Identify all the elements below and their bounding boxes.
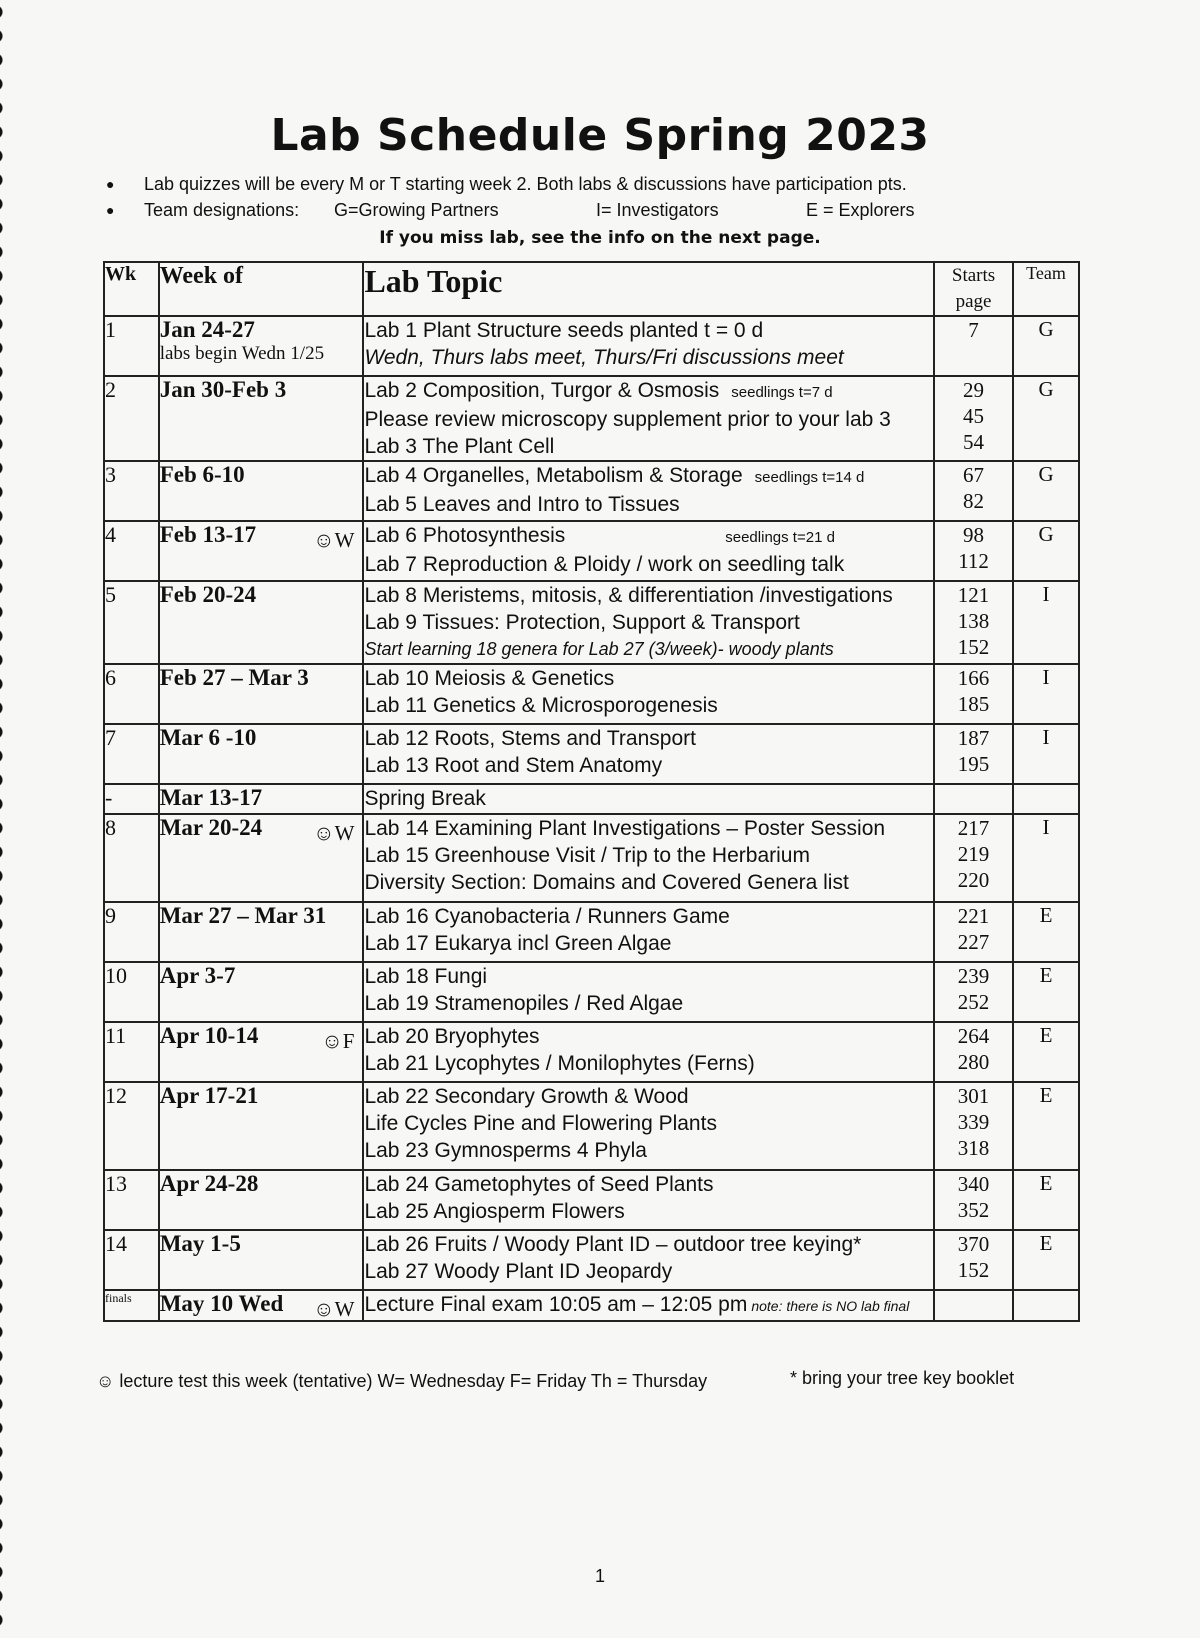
topic-line: [364, 725, 933, 752]
page-number-item: 195: [957, 752, 990, 776]
week-dates: May 10 Wed: [159, 1291, 284, 1316]
miss-lab-note: If you miss lab, see the info on the next page.: [379, 228, 821, 248]
topic-line: [364, 990, 933, 1017]
table-row: [104, 784, 1079, 814]
week-dates: Feb 6-10: [159, 462, 245, 487]
topic-text: Lab 6 Photosynthesis: [364, 524, 566, 547]
page-number-item: 138: [957, 609, 990, 633]
week-dates: Apr 24-28: [159, 1171, 259, 1196]
topic-line: [364, 963, 933, 990]
table-row: [104, 1170, 1079, 1230]
topic-text: Life Cycles Pine and Flowering Plants: [364, 1112, 717, 1135]
cell-topic: [363, 521, 934, 581]
week-dates: Feb 20-24: [159, 582, 257, 607]
topic-line: [364, 869, 933, 896]
topic-line: [364, 665, 933, 692]
notes-list: [106, 171, 1106, 223]
col-header-page: Starts page: [934, 262, 1013, 316]
cell-topic: [363, 316, 934, 376]
cell-page: [934, 664, 1013, 724]
page-number-item: 67: [963, 463, 985, 487]
week-dates: Apr 3-7: [159, 963, 236, 988]
cell-wk: 9: [104, 902, 159, 962]
topic-line: [364, 692, 933, 719]
cell-week: [159, 581, 364, 664]
topic-line: [364, 903, 933, 930]
page-number-item: 339: [957, 1110, 990, 1134]
cell-page: [934, 814, 1013, 902]
table-row: [104, 581, 1079, 664]
topic-text: Lab 20 Bryophytes: [364, 1025, 540, 1048]
cell-wk: 8: [104, 814, 159, 902]
cell-wk: 5: [104, 581, 159, 664]
note-text: Lab quizzes will be every M or T starting week 2. Both labs & discussions have participation pts.: [144, 173, 907, 194]
cell-page: [934, 1170, 1013, 1230]
page-number-item: 220: [957, 868, 990, 892]
col-header-wk: Wk: [104, 262, 159, 316]
topic-text: Spring Break: [364, 787, 486, 810]
cell-wk: 14: [104, 1230, 159, 1290]
seedling-note: seedlings t=14 d: [754, 469, 865, 486]
page-number-item: 82: [963, 489, 985, 513]
cell-page: [934, 521, 1013, 581]
page-number-item: 227: [957, 930, 990, 954]
note-quizzes: [106, 171, 1106, 197]
table-row: [104, 814, 1079, 902]
cell-team: G: [1013, 316, 1079, 376]
cell-week: [159, 664, 364, 724]
seedling-note: seedlings t=21 d: [725, 529, 835, 546]
cell-team: I: [1013, 814, 1079, 902]
table-row: [104, 316, 1079, 376]
page-number-item: 219: [957, 842, 990, 866]
topic-line: [364, 1110, 933, 1137]
topic-text: Lab 7 Reproduction & Ploidy / work on seedling talk: [364, 553, 845, 576]
week-dates: Jan 30-Feb 3: [159, 377, 287, 402]
page-number-item: 239: [957, 964, 990, 988]
cell-team: I: [1013, 724, 1079, 784]
topic-text: Lab 17 Eukarya incl Green Algae: [364, 932, 672, 955]
page-number-item: 166: [957, 666, 990, 690]
cell-page: [934, 1082, 1013, 1170]
topic-line: [364, 317, 933, 344]
cell-topic: [363, 376, 934, 461]
schedule-table: [103, 261, 1080, 1322]
tree-key-note: * bring your tree key booklet: [790, 1368, 1015, 1388]
page-number-item: 352: [957, 1198, 990, 1222]
table-row: [104, 1230, 1079, 1290]
topic-text: Lab 22 Secondary Growth & Wood: [364, 1085, 689, 1108]
page-number-item: 264: [957, 1024, 990, 1048]
page-number-item: 29: [963, 378, 985, 402]
cell-wk: 10: [104, 962, 159, 1022]
table-row: [104, 1082, 1079, 1170]
page-number-item: 217: [957, 816, 990, 840]
cell-team: E: [1013, 1170, 1079, 1230]
col-header-team: Team: [1013, 262, 1079, 316]
cell-topic: [363, 1290, 934, 1321]
cell-week: [159, 1230, 364, 1290]
topic-text: Lab 16 Cyanobacteria / Runners Game: [364, 905, 730, 928]
table-row: [104, 1022, 1079, 1082]
cell-page: [934, 1290, 1013, 1321]
week-dates: Apr 10-14: [159, 1023, 259, 1048]
topic-line: [364, 344, 933, 371]
team-investigators: I= Investigators: [596, 199, 719, 220]
cell-page: [934, 581, 1013, 664]
topic-text: Lab 9 Tissues: Protection, Support & Transport: [364, 611, 800, 634]
topic-line: [364, 815, 933, 842]
footer-legend: ☺ lecture test this week (tentative) W= Wednesday F= Friday Th = Thursday: [96, 1371, 708, 1391]
page-number-item: 187: [957, 726, 990, 750]
topic-line: [364, 433, 933, 460]
topic-text: Lab 15 Greenhouse Visit / Trip to the Herbarium: [364, 844, 810, 867]
cell-wk: -: [104, 784, 159, 814]
cell-team: E: [1013, 1230, 1079, 1290]
cell-topic: [363, 902, 934, 962]
table-row: [104, 521, 1079, 581]
cell-team: I: [1013, 581, 1079, 664]
topic-line: [364, 406, 933, 433]
topic-line: [364, 1137, 933, 1164]
cell-topic: [363, 962, 934, 1022]
topic-text: Lab 21 Lycophytes / Monilophytes (Ferns): [364, 1052, 755, 1075]
topic-text: Lab 14 Examining Plant Investigations – Poster Session: [364, 817, 886, 840]
col-header-topic: Lab Topic: [363, 262, 934, 316]
topic-line: [364, 609, 933, 636]
lecture-test-icon: ☺W: [313, 821, 355, 845]
table-row: [104, 724, 1079, 784]
seedling-note: seedlings t=7 d: [731, 384, 833, 401]
page-number-item: 54: [963, 430, 985, 454]
cell-week: [159, 1170, 364, 1230]
topic-line: [364, 582, 933, 609]
page-number-item: 98: [963, 523, 985, 547]
final-note: note: there is NO lab final: [751, 1298, 910, 1314]
topic-line: [364, 522, 933, 551]
topic-text: Lab 2 Composition, Turgor & Osmosis: [364, 379, 720, 402]
bullet-icon: ●: [106, 202, 115, 218]
page-number-item: 252: [957, 990, 990, 1014]
table-row: [104, 962, 1079, 1022]
cell-team: E: [1013, 1082, 1079, 1170]
table-row: [104, 1290, 1079, 1321]
cell-topic: [363, 784, 934, 814]
cell-wk: 7: [104, 724, 159, 784]
page-number-item: 45: [963, 404, 985, 428]
cell-page: [934, 784, 1013, 814]
topic-line: [364, 377, 933, 406]
table-row: [104, 902, 1079, 962]
cell-week: [159, 1082, 364, 1170]
page-number-item: 121: [957, 583, 990, 607]
week-dates: Feb 13-17: [159, 522, 257, 547]
cell-page: [934, 1230, 1013, 1290]
topic-text: Lab 3 The Plant Cell: [364, 435, 555, 458]
lecture-test-icon: ☺W: [313, 528, 355, 552]
topic-text: Lab 26 Fruits / Woody Plant ID – outdoor tree keying*: [364, 1233, 862, 1256]
cell-week: [159, 1290, 364, 1321]
topic-text: Please review microscopy supplement prior to your lab 3: [364, 408, 891, 431]
cell-team: G: [1013, 376, 1079, 461]
table-row: [104, 664, 1079, 724]
week-dates: May 1-5: [159, 1231, 241, 1256]
week-dates: Jan 24-27: [159, 317, 255, 342]
topic-text: Lab 19 Stramenopiles / Red Algae: [364, 992, 684, 1015]
cell-team: [1013, 784, 1079, 814]
cell-page: [934, 962, 1013, 1022]
cell-topic: [363, 461, 934, 521]
cell-wk: finals: [104, 1290, 159, 1321]
cell-wk: 11: [104, 1022, 159, 1082]
topic-line: [364, 842, 933, 869]
cell-wk: 2: [104, 376, 159, 461]
note-teams: [106, 197, 1106, 223]
topic-line: [364, 1171, 933, 1198]
topic-line: [364, 1258, 933, 1285]
team-growing-partners: G=Growing Partners: [334, 199, 499, 220]
cell-page: [934, 461, 1013, 521]
topic-text: Lab 5 Leaves and Intro to Tissues: [364, 493, 680, 516]
topic-line: [364, 1083, 933, 1110]
topic-text: Lab 24 Gametophytes of Seed Plants: [364, 1173, 714, 1196]
topic-text: Lab 11 Genetics & Microsporogenesis: [364, 694, 718, 717]
topic-line: [364, 1291, 933, 1320]
page-number-item: 152: [957, 1258, 990, 1282]
cell-week: [159, 814, 364, 902]
cell-week: [159, 724, 364, 784]
topic-line: [364, 1050, 933, 1077]
topic-text: Lab 18 Fungi: [364, 965, 488, 988]
cell-week: [159, 461, 364, 521]
cell-page: [934, 316, 1013, 376]
topic-line: [364, 551, 933, 578]
cell-topic: [363, 1170, 934, 1230]
page-number-item: 340: [957, 1172, 990, 1196]
cell-week: [159, 784, 364, 814]
topic-text: Wedn, Thurs labs meet, Thurs/Fri discussions meet: [364, 346, 844, 369]
page-number-item: 301: [957, 1084, 990, 1108]
page-number-item: 185: [957, 692, 990, 716]
cell-topic: [363, 1082, 934, 1170]
topic-line: [364, 930, 933, 957]
topic-line: [364, 785, 933, 812]
cell-wk: 3: [104, 461, 159, 521]
topic-text: Lab 12 Roots, Stems and Transport: [364, 727, 696, 750]
topic-text: Lab 25 Angiosperm Flowers: [364, 1200, 625, 1223]
week-note: labs begin Wedn 1/25: [159, 343, 325, 364]
topic-text: Lab 13 Root and Stem Anatomy: [364, 754, 663, 777]
table-row: [104, 376, 1079, 461]
topic-text: Lab 8 Meristems, mitosis, & differentiation /investigations: [364, 584, 893, 607]
header-row: [104, 262, 1079, 316]
topic-text: Lab 10 Meiosis & Genetics: [364, 667, 615, 690]
col-header-week: Week of: [159, 262, 364, 316]
cell-team: E: [1013, 1022, 1079, 1082]
week-dates: Mar 27 – Mar 31: [159, 903, 327, 928]
cell-page: [934, 902, 1013, 962]
cell-wk: 1: [104, 316, 159, 376]
cell-topic: [363, 1230, 934, 1290]
topic-text: Lab 23 Gymnosperms 4 Phyla: [364, 1139, 647, 1162]
topic-line: [364, 1231, 933, 1258]
cell-topic: [363, 1022, 934, 1082]
topic-text: Start learning 18 genera for Lab 27 (3/week)- woody plants: [364, 639, 834, 659]
cell-page: [934, 724, 1013, 784]
topic-text: Lecture Final exam 10:05 am – 12:05 pm: [364, 1293, 748, 1316]
topic-text: Lab 4 Organelles, Metabolism & Storage: [364, 464, 743, 487]
team-explorers: E = Explorers: [806, 199, 915, 220]
page-number-item: 7: [968, 318, 979, 342]
cell-wk: 6: [104, 664, 159, 724]
page-number-item: 112: [958, 549, 989, 573]
page-number-item: 280: [957, 1050, 990, 1074]
cell-team: G: [1013, 521, 1079, 581]
cell-topic: [363, 724, 934, 784]
cell-week: [159, 376, 364, 461]
note-text: Team designations:: [144, 199, 300, 220]
week-dates: Mar 6 -10: [159, 725, 257, 750]
page-number: 1: [594, 1566, 605, 1586]
cell-team: G: [1013, 461, 1079, 521]
page-number-item: 370: [957, 1232, 990, 1256]
lecture-test-icon: ☺F: [321, 1029, 355, 1053]
cell-wk: 13: [104, 1170, 159, 1230]
topic-line: [364, 462, 933, 491]
cell-page: [934, 1022, 1013, 1082]
topic-text: Diversity Section: Domains and Covered Genera list: [364, 871, 849, 894]
week-dates: Feb 27 – Mar 3: [159, 665, 309, 690]
page-number-item: 152: [957, 635, 990, 659]
topic-line: [364, 1198, 933, 1225]
cell-week: [159, 521, 364, 581]
cell-week: [159, 902, 364, 962]
page-title: Lab Schedule Spring 2023: [270, 110, 930, 161]
cell-week: [159, 962, 364, 1022]
cell-wk: 12: [104, 1082, 159, 1170]
topic-line: [364, 1023, 933, 1050]
cell-team: I: [1013, 664, 1079, 724]
cell-team: E: [1013, 962, 1079, 1022]
page-number-item: 221: [957, 904, 990, 928]
cell-team: E: [1013, 902, 1079, 962]
cell-week: [159, 1022, 364, 1082]
cell-wk: 4: [104, 521, 159, 581]
topic-text: Lab 1 Plant Structure seeds planted t = 0 d: [364, 319, 764, 342]
topic-line: [364, 752, 933, 779]
lecture-test-icon: ☺W: [313, 1297, 355, 1321]
cell-topic: [363, 664, 934, 724]
page-number-item: 318: [957, 1136, 990, 1160]
cell-page: [934, 376, 1013, 461]
topic-text: Lab 27 Woody Plant ID Jeopardy: [364, 1260, 673, 1283]
topic-line: [364, 491, 933, 518]
cell-week: [159, 316, 364, 376]
table-row: [104, 461, 1079, 521]
week-dates: Mar 13-17: [159, 785, 263, 810]
cell-topic: [363, 814, 934, 902]
cell-team: [1013, 1290, 1079, 1321]
cell-topic: [363, 581, 934, 664]
bullet-icon: ●: [106, 176, 115, 192]
topic-line: [364, 636, 933, 663]
week-dates: Mar 20-24: [159, 815, 263, 840]
week-dates: Apr 17-21: [159, 1083, 259, 1108]
